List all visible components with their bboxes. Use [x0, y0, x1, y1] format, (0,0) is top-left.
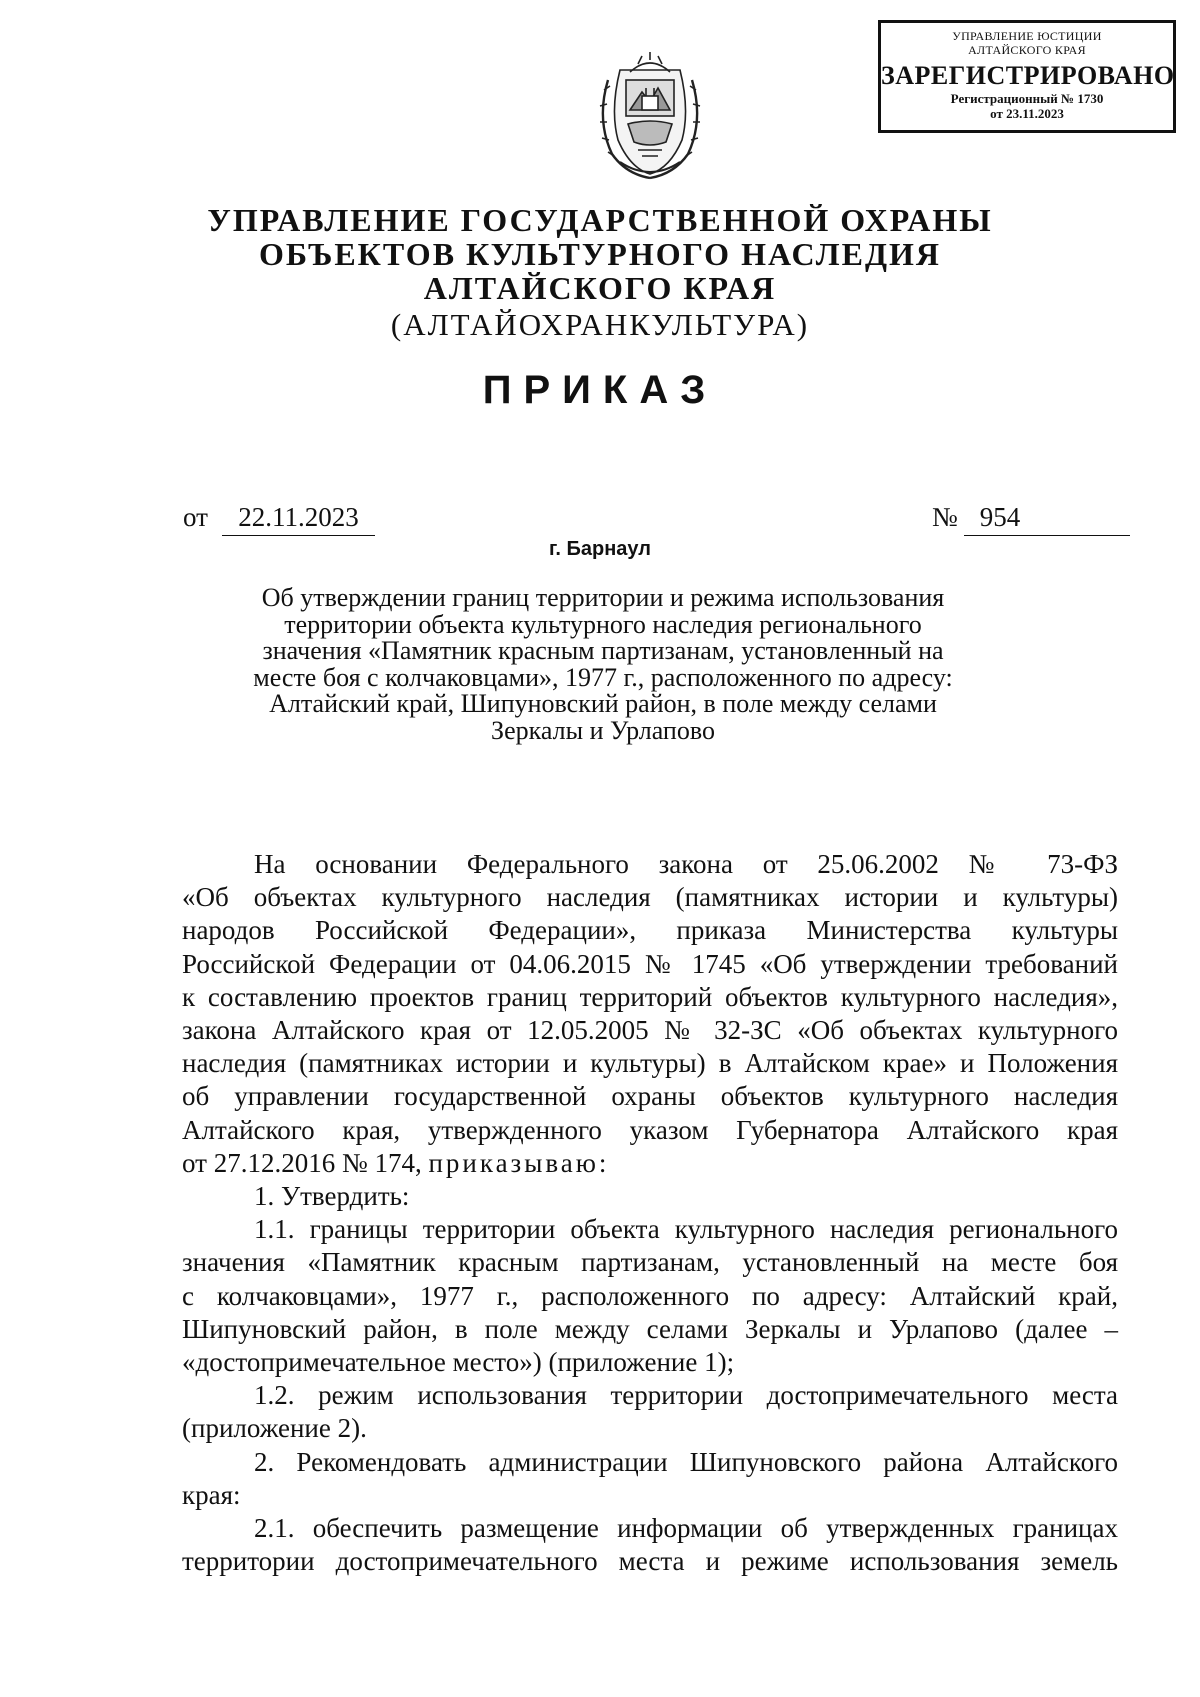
item-1-1-line: «достопримечательное место») (приложение 1);: [182, 1347, 735, 1378]
number-prefix: №: [932, 502, 958, 532]
subject-line: значения «Памятник красным партизанам, установленный на: [262, 636, 944, 665]
stamp-org-line1: УПРАВЛЕНИЕ ЮСТИЦИИ: [952, 29, 1102, 43]
preamble-line: народов Российской Федерации», приказа Министерства культуры: [182, 915, 1118, 946]
preamble-line: Российской Федерации от 04.06.2015 № 1745 «Об утверждении требований: [182, 948, 1118, 979]
date-prefix: от: [183, 502, 208, 532]
item-1-1-line: Шипуновский район, в поле между селами Зеркалы и Урлапово (далее –: [182, 1313, 1118, 1344]
preamble-line: «Об объектах культурного наследия (памятниках истории и культуры): [182, 882, 1118, 913]
order-body: [182, 848, 1118, 1578]
preamble-end-text: от 27.12.2016 № 174,: [182, 1147, 422, 1178]
item-1-1-line: 1.1. границы территории объекта культурного наследия регионального: [254, 1214, 1118, 1245]
org-name-line3: АЛТАЙСКОГО КРАЯ: [423, 270, 777, 306]
item-1-1-line: с колчаковцами», 1977 г., расположенного по адресу: Алтайский край,: [182, 1280, 1118, 1311]
city: г. Барнаул: [549, 538, 651, 560]
registration-stamp: [878, 20, 1176, 133]
preamble-line: об управлении государственной охраны объектов культурного наследия: [182, 1081, 1118, 1112]
subject-line: Об утверждении границ территории и режима использования: [261, 583, 945, 612]
preamble-line: закона Алтайского края от 12.05.2005 № 32-ЗС «Об объектах культурного: [182, 1015, 1118, 1046]
organization-header: [0, 203, 1200, 343]
stamp-reg-date: от 23.11.2023: [990, 106, 1064, 121]
item-1: 1. Утвердить:: [254, 1181, 410, 1212]
stamp-org-line2: АЛТАЙСКОГО КРАЯ: [968, 43, 1086, 57]
subject-line: месте боя с колчаковцами», 1977 г., расположенного по адресу:: [253, 662, 953, 692]
subject-line: Алтайский край, Шипуновский район, в поле между селами: [269, 689, 937, 718]
subject-line: Зеркалы и Урлапово: [491, 715, 715, 745]
org-name-line2: ОБЪЕКТОВ КУЛЬТУРНОГО НАСЛЕДИЯ: [259, 236, 941, 272]
item-1-1-line: значения «Памятник красным партизанам, установленный на месте боя: [182, 1247, 1118, 1278]
org-name-line1: УПРАВЛЕНИЕ ГОСУДАРСТВЕННОЙ ОХРАНЫ: [207, 202, 993, 238]
order-number: [932, 502, 1130, 536]
item-2-line: края:: [182, 1479, 241, 1510]
org-short-name: (АЛТАЙОХРАНКУЛЬТУРА): [390, 307, 810, 342]
item-1-2-line: (приложение 2).: [182, 1413, 367, 1444]
item-2-1-line: 2.1. обеспечить размещение информации об утвержденных границах: [254, 1513, 1118, 1544]
number-value: 954: [964, 502, 1130, 536]
date-value: 22.11.2023: [222, 502, 375, 536]
item-2-1-line: территории достопримечательного места и режиме использования земель: [182, 1546, 1118, 1577]
document-type: ПРИКАЗ: [482, 368, 718, 412]
preamble-line: наследия (памятниках истории и культуры) в Алтайском крае» и Положения: [182, 1048, 1118, 1079]
item-2-line: 2. Рекомендовать администрации Шипуновского района Алтайского: [254, 1446, 1118, 1477]
item-1-2-line: 1.2. режим использования территории достопримечательного места: [254, 1380, 1118, 1411]
order-subject: [230, 585, 976, 744]
order-word: приказываю:: [428, 1147, 610, 1178]
preamble-line: Алтайского края, утвержденного указом Губернатора Алтайского края: [182, 1114, 1118, 1145]
stamp-title: ЗАРЕГИСТРИРОВАНО: [881, 61, 1175, 90]
coat-of-arms-icon: [590, 50, 710, 180]
preamble-ending: [182, 1147, 1118, 1180]
order-date: [183, 502, 375, 536]
subject-line: территории объекта культурного наследия регионального: [284, 609, 922, 639]
stamp-reg-number: Регистрационный № 1730: [950, 91, 1104, 106]
preamble-line: На основании Федерального закона от 25.06.2002 № 73-ФЗ: [254, 849, 1118, 879]
preamble-line: к составлению проектов границ территорий объектов культурного наследия»,: [182, 981, 1118, 1012]
